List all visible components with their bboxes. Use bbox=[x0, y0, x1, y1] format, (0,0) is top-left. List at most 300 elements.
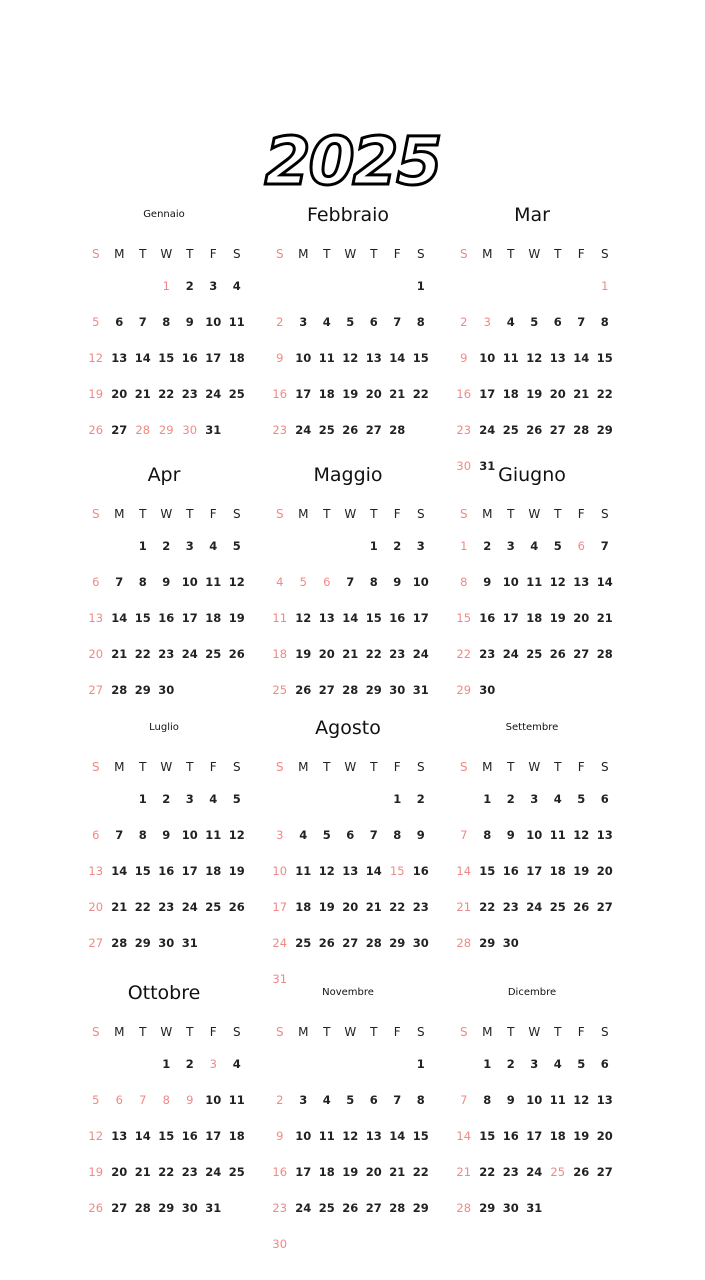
day-cell: 23 bbox=[181, 1165, 198, 1179]
day-cell: 9 bbox=[483, 575, 492, 589]
day-cell: 6 bbox=[346, 828, 355, 842]
day-cell: 18 bbox=[549, 1129, 566, 1143]
month-title: Settembre bbox=[505, 722, 559, 733]
day-cell: 23 bbox=[456, 423, 472, 437]
day-cell: 27 bbox=[88, 936, 104, 950]
day-cell: 13 bbox=[88, 864, 104, 878]
day-cell: 24 bbox=[205, 387, 222, 401]
day-cell: 30 bbox=[158, 683, 175, 697]
day-cell: 27 bbox=[365, 423, 382, 437]
month-grid bbox=[452, 1018, 617, 1226]
day-cell: 26 bbox=[549, 647, 566, 661]
weekday-label: M bbox=[114, 1025, 125, 1039]
day-cell: 26 bbox=[526, 423, 543, 437]
week-row bbox=[268, 1118, 433, 1154]
day-cell: 15 bbox=[134, 611, 151, 625]
day-cell: 4 bbox=[299, 828, 308, 842]
day-cell: 22 bbox=[134, 900, 151, 914]
day-cell: 14 bbox=[134, 1129, 151, 1143]
day-cell: 6 bbox=[600, 792, 609, 806]
weekday-label: S bbox=[275, 1025, 284, 1039]
day-cell: 13 bbox=[318, 611, 335, 625]
day-cell: 6 bbox=[577, 539, 585, 553]
day-cell: 11 bbox=[272, 611, 288, 625]
day-cell: 25 bbox=[228, 1165, 245, 1179]
day-cell: 31 bbox=[526, 1201, 543, 1215]
week-row bbox=[84, 636, 249, 672]
weekday-label: S bbox=[600, 247, 609, 261]
week-row bbox=[452, 817, 617, 853]
day-cell: 15 bbox=[479, 864, 496, 878]
day-cell: 16 bbox=[272, 1165, 288, 1179]
month-grid bbox=[84, 500, 249, 708]
week-row bbox=[268, 564, 433, 600]
day-cell: 16 bbox=[502, 864, 519, 878]
weekday-label: T bbox=[323, 247, 331, 261]
day-cell: 4 bbox=[209, 792, 218, 806]
day-cell: 29 bbox=[158, 1201, 175, 1215]
day-cell: 15 bbox=[365, 611, 382, 625]
month-grid bbox=[452, 753, 617, 961]
day-cell: 20 bbox=[365, 387, 382, 401]
week-row bbox=[84, 1046, 249, 1082]
day-cell: 4 bbox=[322, 1093, 331, 1107]
weekday-label: T bbox=[370, 507, 378, 521]
day-cell: 5 bbox=[92, 315, 100, 329]
month-grid bbox=[84, 753, 249, 961]
day-cell: 12 bbox=[526, 351, 543, 365]
month-title: Apr bbox=[147, 464, 181, 486]
weekday-label: F bbox=[393, 247, 401, 261]
day-cell: 30 bbox=[412, 936, 429, 950]
day-cell: 11 bbox=[526, 575, 543, 589]
week-row bbox=[84, 564, 249, 600]
day-cell: 24 bbox=[181, 900, 198, 914]
day-cell: 14 bbox=[456, 864, 472, 878]
day-cell: 6 bbox=[92, 575, 100, 589]
day-cell: 27 bbox=[318, 683, 335, 697]
day-cell: 8 bbox=[138, 575, 147, 589]
day-cell: 7 bbox=[460, 828, 468, 842]
day-cell: 24 bbox=[526, 1165, 543, 1179]
day-cell: 5 bbox=[299, 575, 307, 589]
week-row bbox=[84, 781, 249, 817]
day-cell: 28 bbox=[111, 683, 128, 697]
month-grid bbox=[268, 753, 433, 997]
day-cell: 8 bbox=[416, 315, 425, 329]
day-cell: 15 bbox=[412, 351, 429, 365]
day-cell: 25 bbox=[502, 423, 519, 437]
day-cell: 10 bbox=[272, 864, 288, 878]
week-row bbox=[84, 528, 249, 564]
day-cell: 25 bbox=[526, 647, 543, 661]
day-cell: 18 bbox=[228, 1129, 245, 1143]
weekday-label: W bbox=[528, 247, 541, 261]
day-cell: 15 bbox=[412, 1129, 429, 1143]
day-cell: 12 bbox=[342, 351, 359, 365]
day-cell: 25 bbox=[318, 423, 335, 437]
day-cell: 21 bbox=[111, 647, 128, 661]
weekday-label: S bbox=[232, 507, 241, 521]
day-cell: 9 bbox=[276, 351, 284, 365]
day-cell: 25 bbox=[205, 647, 222, 661]
day-cell: 16 bbox=[158, 864, 175, 878]
week-row bbox=[268, 412, 433, 448]
day-cell: 24 bbox=[479, 423, 496, 437]
week-row bbox=[84, 412, 249, 448]
day-cell: 25 bbox=[295, 936, 312, 950]
weekday-label: T bbox=[554, 507, 562, 521]
day-cell: 10 bbox=[412, 575, 429, 589]
day-cell: 23 bbox=[479, 647, 496, 661]
day-cell: 28 bbox=[573, 423, 590, 437]
day-cell: 26 bbox=[573, 900, 590, 914]
day-cell: 12 bbox=[318, 864, 335, 878]
day-cell: 11 bbox=[318, 1129, 335, 1143]
day-cell: 21 bbox=[389, 387, 406, 401]
day-cell: 19 bbox=[318, 900, 335, 914]
weekday-label: T bbox=[507, 1025, 515, 1039]
day-cell: 2 bbox=[162, 539, 171, 553]
day-cell: 27 bbox=[573, 647, 590, 661]
day-cell: 12 bbox=[573, 1093, 590, 1107]
week-row bbox=[452, 564, 617, 600]
day-cell: 1 bbox=[416, 279, 425, 293]
day-cell: 1 bbox=[138, 792, 147, 806]
day-cell: 27 bbox=[365, 1201, 382, 1215]
day-cell: 11 bbox=[549, 828, 566, 842]
day-cell: 13 bbox=[596, 828, 613, 842]
day-cell: 7 bbox=[138, 315, 147, 329]
weekday-label: T bbox=[370, 760, 378, 774]
week-row bbox=[452, 1118, 617, 1154]
weekday-label: T bbox=[139, 507, 147, 521]
weekday-label: S bbox=[416, 760, 425, 774]
day-cell: 24 bbox=[526, 900, 543, 914]
day-cell: 28 bbox=[456, 1201, 472, 1215]
day-cell: 4 bbox=[322, 315, 331, 329]
weekday-label: W bbox=[160, 507, 173, 521]
week-row bbox=[268, 636, 433, 672]
weekday-label: F bbox=[393, 507, 401, 521]
month-grid bbox=[84, 1018, 249, 1226]
day-cell: 29 bbox=[456, 683, 472, 697]
day-cell: 19 bbox=[342, 387, 359, 401]
day-cell: 5 bbox=[346, 1093, 355, 1107]
week-row bbox=[84, 1190, 249, 1226]
day-cell: 29 bbox=[596, 423, 613, 437]
day-cell: 22 bbox=[479, 1165, 496, 1179]
weekday-label: S bbox=[459, 247, 468, 261]
weekday-label: S bbox=[459, 760, 468, 774]
day-cell: 9 bbox=[185, 315, 194, 329]
week-row bbox=[84, 1154, 249, 1190]
weekday-label: F bbox=[393, 1025, 401, 1039]
day-cell: 2 bbox=[506, 792, 515, 806]
day-cell: 7 bbox=[600, 539, 609, 553]
weekday-header bbox=[268, 753, 433, 781]
day-cell: 3 bbox=[276, 828, 284, 842]
day-cell: 14 bbox=[389, 351, 406, 365]
weekday-label: S bbox=[600, 507, 609, 521]
weekday-label: F bbox=[393, 760, 401, 774]
day-cell: 28 bbox=[365, 936, 382, 950]
month-title: Ottobre bbox=[127, 982, 201, 1004]
month-grid bbox=[452, 500, 617, 708]
day-cell: 8 bbox=[138, 828, 147, 842]
day-cell: 10 bbox=[205, 1093, 222, 1107]
day-cell: 18 bbox=[502, 387, 519, 401]
day-cell: 19 bbox=[228, 611, 245, 625]
weekday-label: S bbox=[91, 247, 100, 261]
day-cell: 28 bbox=[389, 423, 406, 437]
week-row bbox=[84, 304, 249, 340]
day-cell: 17 bbox=[205, 1129, 222, 1143]
day-cell: 6 bbox=[600, 1057, 609, 1071]
day-cell: 2 bbox=[162, 792, 171, 806]
week-row bbox=[452, 1046, 617, 1082]
weekday-label: F bbox=[209, 760, 217, 774]
day-cell: 30 bbox=[502, 1201, 519, 1215]
day-cell: 18 bbox=[205, 864, 222, 878]
day-cell: 9 bbox=[506, 828, 515, 842]
day-cell: 22 bbox=[365, 647, 382, 661]
day-cell: 5 bbox=[577, 792, 586, 806]
week-row bbox=[452, 672, 617, 708]
day-cell: 31 bbox=[205, 1201, 222, 1215]
weekday-label: M bbox=[298, 247, 309, 261]
weekday-label: T bbox=[554, 760, 562, 774]
day-cell: 16 bbox=[456, 387, 472, 401]
month-grid bbox=[268, 500, 433, 708]
day-cell: 7 bbox=[346, 575, 355, 589]
weekday-label: W bbox=[344, 507, 357, 521]
day-cell: 21 bbox=[365, 900, 382, 914]
week-row bbox=[452, 781, 617, 817]
day-cell: 10 bbox=[295, 351, 312, 365]
month-title: Maggio bbox=[313, 464, 383, 486]
day-cell: 14 bbox=[389, 1129, 406, 1143]
week-row bbox=[452, 600, 617, 636]
day-cell: 14 bbox=[365, 864, 382, 878]
day-cell: 25 bbox=[549, 900, 566, 914]
day-cell: 19 bbox=[573, 864, 590, 878]
day-cell: 22 bbox=[412, 387, 429, 401]
weekday-label: F bbox=[209, 507, 217, 521]
week-row bbox=[268, 528, 433, 564]
day-cell: 14 bbox=[134, 351, 151, 365]
week-row bbox=[84, 1118, 249, 1154]
day-cell: 18 bbox=[228, 351, 245, 365]
day-cell: 6 bbox=[553, 315, 562, 329]
weekday-header bbox=[84, 753, 249, 781]
day-cell: 17 bbox=[181, 611, 198, 625]
day-cell: 17 bbox=[295, 387, 312, 401]
day-cell: 9 bbox=[162, 828, 171, 842]
week-row bbox=[268, 781, 433, 817]
day-cell: 19 bbox=[526, 387, 543, 401]
day-cell: 20 bbox=[318, 647, 335, 661]
day-cell: 17 bbox=[526, 864, 543, 878]
day-cell: 22 bbox=[134, 647, 151, 661]
weekday-label: M bbox=[482, 1025, 493, 1039]
weekday-label: M bbox=[114, 247, 125, 261]
day-cell: 3 bbox=[185, 539, 194, 553]
day-cell: 2 bbox=[276, 1093, 284, 1107]
week-row bbox=[452, 889, 617, 925]
day-cell: 15 bbox=[158, 351, 175, 365]
day-cell: 11 bbox=[502, 351, 519, 365]
week-row bbox=[268, 817, 433, 853]
day-cell: 8 bbox=[393, 828, 402, 842]
day-cell: 2 bbox=[460, 315, 468, 329]
day-cell: 22 bbox=[158, 387, 175, 401]
day-cell: 7 bbox=[369, 828, 378, 842]
day-cell: 10 bbox=[526, 1093, 543, 1107]
day-cell: 3 bbox=[416, 539, 425, 553]
weekday-header bbox=[452, 1018, 617, 1046]
day-cell: 16 bbox=[158, 611, 175, 625]
weekday-label: F bbox=[577, 247, 585, 261]
day-cell: 21 bbox=[596, 611, 613, 625]
day-cell: 3 bbox=[530, 792, 539, 806]
day-cell: 10 bbox=[205, 315, 222, 329]
day-cell: 6 bbox=[115, 1093, 123, 1107]
day-cell: 25 bbox=[318, 1201, 335, 1215]
weekday-label: T bbox=[370, 1025, 378, 1039]
day-cell: 1 bbox=[369, 539, 378, 553]
day-cell: 24 bbox=[272, 936, 288, 950]
day-cell: 2 bbox=[185, 1057, 194, 1071]
day-cell: 31 bbox=[412, 683, 429, 697]
weekday-label: T bbox=[186, 507, 194, 521]
day-cell: 21 bbox=[111, 900, 128, 914]
day-cell: 13 bbox=[596, 1093, 613, 1107]
day-cell: 28 bbox=[111, 936, 128, 950]
weekday-label: W bbox=[528, 507, 541, 521]
day-cell: 14 bbox=[342, 611, 359, 625]
day-cell: 15 bbox=[456, 611, 472, 625]
weekday-label: W bbox=[344, 760, 357, 774]
day-cell: 8 bbox=[162, 315, 171, 329]
day-cell: 10 bbox=[295, 1129, 312, 1143]
day-cell: 28 bbox=[389, 1201, 406, 1215]
week-row bbox=[268, 304, 433, 340]
day-cell: 12 bbox=[88, 351, 104, 365]
weekday-header bbox=[84, 1018, 249, 1046]
day-cell: 20 bbox=[365, 1165, 382, 1179]
day-cell: 11 bbox=[228, 315, 245, 329]
month-grid bbox=[84, 240, 249, 448]
day-cell: 10 bbox=[479, 351, 496, 365]
day-cell: 29 bbox=[389, 936, 406, 950]
weekday-label: T bbox=[139, 760, 147, 774]
weekday-label: T bbox=[554, 1025, 562, 1039]
day-cell: 4 bbox=[209, 539, 218, 553]
weekday-label: S bbox=[416, 247, 425, 261]
day-cell: 19 bbox=[342, 1165, 359, 1179]
weekday-label: M bbox=[482, 760, 493, 774]
day-cell: 16 bbox=[502, 1129, 519, 1143]
day-cell: 3 bbox=[209, 279, 218, 293]
weekday-label: S bbox=[416, 507, 425, 521]
weekday-label: S bbox=[459, 1025, 468, 1039]
day-cell: 26 bbox=[342, 423, 359, 437]
day-cell: 29 bbox=[365, 683, 382, 697]
day-cell: 1 bbox=[483, 1057, 492, 1071]
weekday-label: F bbox=[577, 1025, 585, 1039]
day-cell: 8 bbox=[162, 1093, 170, 1107]
month-title: Luglio bbox=[149, 722, 179, 733]
day-cell: 5 bbox=[577, 1057, 586, 1071]
day-cell: 15 bbox=[134, 864, 151, 878]
weekday-header bbox=[268, 1018, 433, 1046]
weekday-label: M bbox=[114, 507, 125, 521]
weekday-header bbox=[268, 500, 433, 528]
day-cell: 14 bbox=[111, 611, 128, 625]
day-cell: 19 bbox=[88, 387, 104, 401]
day-cell: 19 bbox=[228, 864, 245, 878]
weekday-label: T bbox=[323, 760, 331, 774]
weekday-header bbox=[84, 500, 249, 528]
weekday-label: S bbox=[275, 247, 284, 261]
day-cell: 17 bbox=[272, 900, 288, 914]
day-cell: 2 bbox=[416, 792, 425, 806]
day-cell: 13 bbox=[88, 611, 104, 625]
day-cell: 20 bbox=[88, 900, 104, 914]
weekday-label: W bbox=[160, 1025, 173, 1039]
day-cell: 1 bbox=[460, 539, 468, 553]
weekday-label: T bbox=[186, 247, 194, 261]
week-row bbox=[268, 268, 433, 304]
weekday-label: T bbox=[507, 247, 515, 261]
day-cell: 27 bbox=[596, 900, 613, 914]
day-cell: 23 bbox=[502, 1165, 519, 1179]
day-cell: 8 bbox=[483, 1093, 492, 1107]
day-cell: 29 bbox=[134, 936, 151, 950]
day-cell: 26 bbox=[295, 683, 312, 697]
weekday-header bbox=[452, 240, 617, 268]
weekday-label: S bbox=[275, 507, 284, 521]
day-cell: 11 bbox=[205, 575, 222, 589]
weekday-label: S bbox=[600, 1025, 609, 1039]
day-cell: 27 bbox=[549, 423, 566, 437]
day-cell: 27 bbox=[88, 683, 104, 697]
day-cell: 23 bbox=[158, 900, 175, 914]
week-row bbox=[268, 1046, 433, 1082]
day-cell: 26 bbox=[88, 1201, 104, 1215]
weekday-label: F bbox=[577, 507, 585, 521]
day-cell: 21 bbox=[134, 1165, 151, 1179]
day-cell: 7 bbox=[393, 1093, 402, 1107]
day-cell: 3 bbox=[299, 1093, 308, 1107]
day-cell: 8 bbox=[460, 575, 468, 589]
day-cell: 22 bbox=[412, 1165, 429, 1179]
day-cell: 11 bbox=[318, 351, 335, 365]
day-cell: 5 bbox=[346, 315, 355, 329]
weekday-label: S bbox=[91, 507, 100, 521]
weekday-label: F bbox=[577, 760, 585, 774]
day-cell: 26 bbox=[228, 647, 245, 661]
day-cell: 29 bbox=[479, 936, 496, 950]
day-cell: 21 bbox=[389, 1165, 406, 1179]
weekday-header bbox=[452, 753, 617, 781]
weekday-label: T bbox=[186, 760, 194, 774]
day-cell: 21 bbox=[134, 387, 151, 401]
day-cell: 3 bbox=[506, 539, 515, 553]
day-cell: 16 bbox=[181, 1129, 198, 1143]
month-title: Dicembre bbox=[507, 987, 557, 998]
